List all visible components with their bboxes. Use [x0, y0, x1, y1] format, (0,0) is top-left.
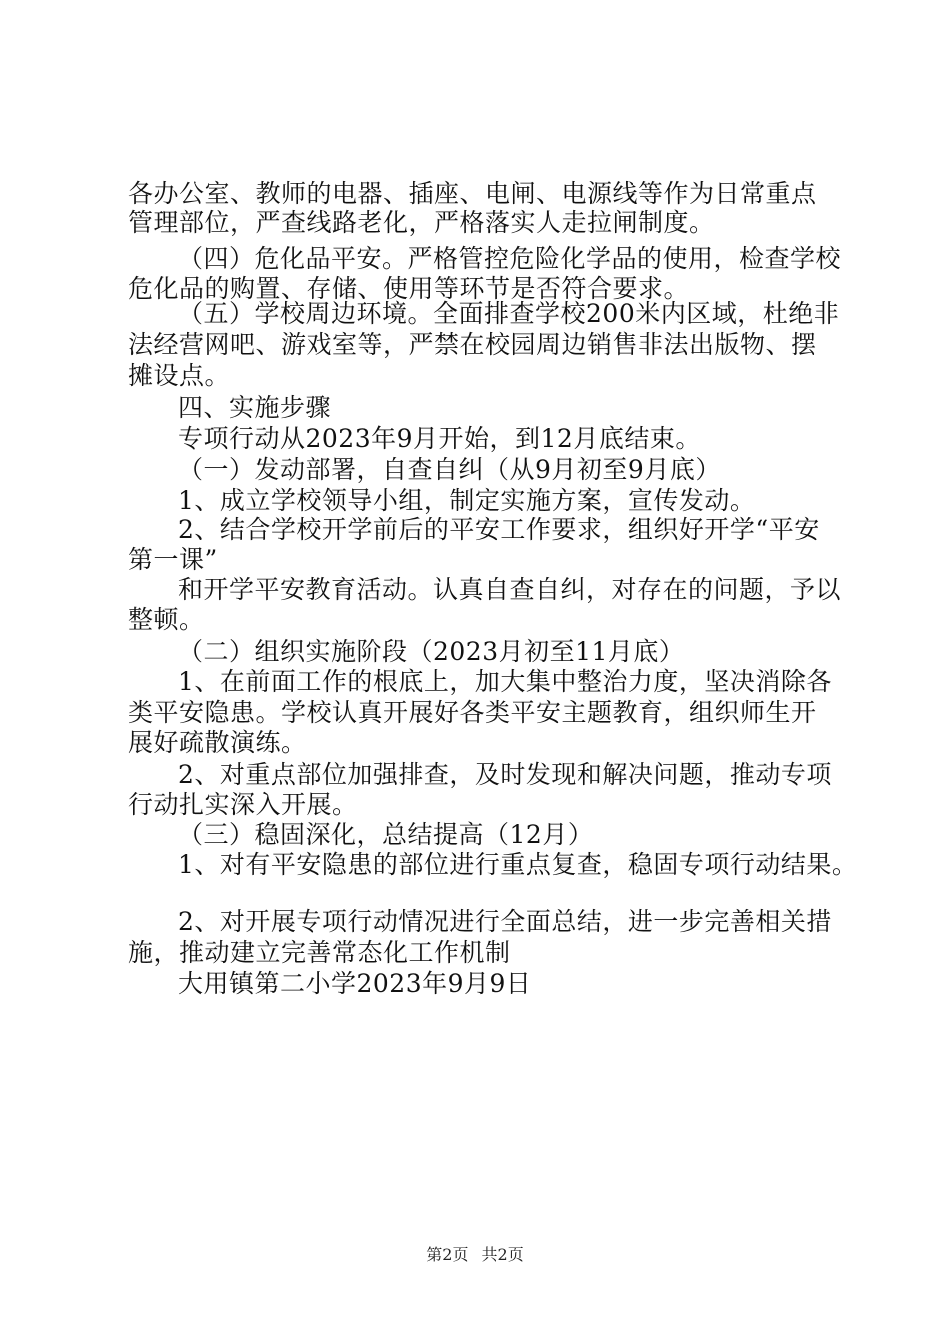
text-line: 管理部位，严查线路老化，严格落实人走拉闸制度。 [128, 208, 715, 237]
text-line: 危化品的购置、存储、使用等环节是否符合要求。 [128, 274, 690, 303]
text-line: 类平安隐患。学校认真开展好各类平安主题教育，组织师生开 [128, 698, 817, 727]
text-line: 专项行动从2023年9月开始，到12月底结束。 [178, 424, 701, 453]
text-line: （二）组织实施阶段（2023月初至11月底） [178, 637, 685, 666]
text-line: 施，推动建立完善常态化工作机制 [128, 938, 511, 967]
text-line: 和开学平安教育活动。认真自查自纠，对存在的问题，予以 [178, 575, 842, 604]
text-line: 1、成立学校领导小组，制定实施方案，宣传发动。 [178, 486, 756, 515]
text-line: （四）危化品平安。严格管控危险化学品的使用，检查学校 [178, 244, 842, 273]
text-line: 展好疏散演练。 [128, 728, 307, 757]
text-line: 1、在前面工作的根底上，加大集中整治力度，坚决消除各 [178, 667, 832, 696]
text-line: （一）发动部署，自查自纠（从9月初至9月底） [178, 455, 721, 484]
text-line: 第一课” [128, 545, 218, 574]
text-line: 1、对有平安隐患的部位进行重点复查，稳固专项行动结果。 [178, 850, 858, 879]
text-line: 各办公室、教师的电器、插座、电闸、电源线等作为日常重点 [128, 179, 817, 208]
text-line: 整顿。 [128, 605, 205, 634]
page-number: 第2页 [426, 1245, 469, 1264]
section-heading: 四、实施步骤 [178, 393, 332, 422]
text-line: 2、对重点部位加强排查，及时发现和解决问题，推动专项 [178, 760, 832, 789]
page-total: 共2页 [481, 1245, 524, 1264]
text-line: （五）学校周边环境。全面排查学校200米内区域，杜绝非 [178, 299, 840, 328]
text-line: 法经营网吧、游戏室等，严禁在校园周边销售非法出版物、摆 [128, 330, 817, 359]
signature-date: 大用镇第二小学2023年9月9日 [178, 969, 532, 998]
page-footer [0, 1242, 950, 1265]
text-line: 2、结合学校开学前后的平安工作要求，组织好开学“平安 [178, 515, 820, 544]
text-line: （三）稳固深化，总结提高（12月） [178, 820, 594, 849]
text-line: 行动扎实深入开展。 [128, 790, 358, 819]
text-line: 2、对开展专项行动情况进行全面总结，进一步完善相关措 [178, 907, 832, 936]
text-line: 摊设点。 [128, 361, 231, 390]
